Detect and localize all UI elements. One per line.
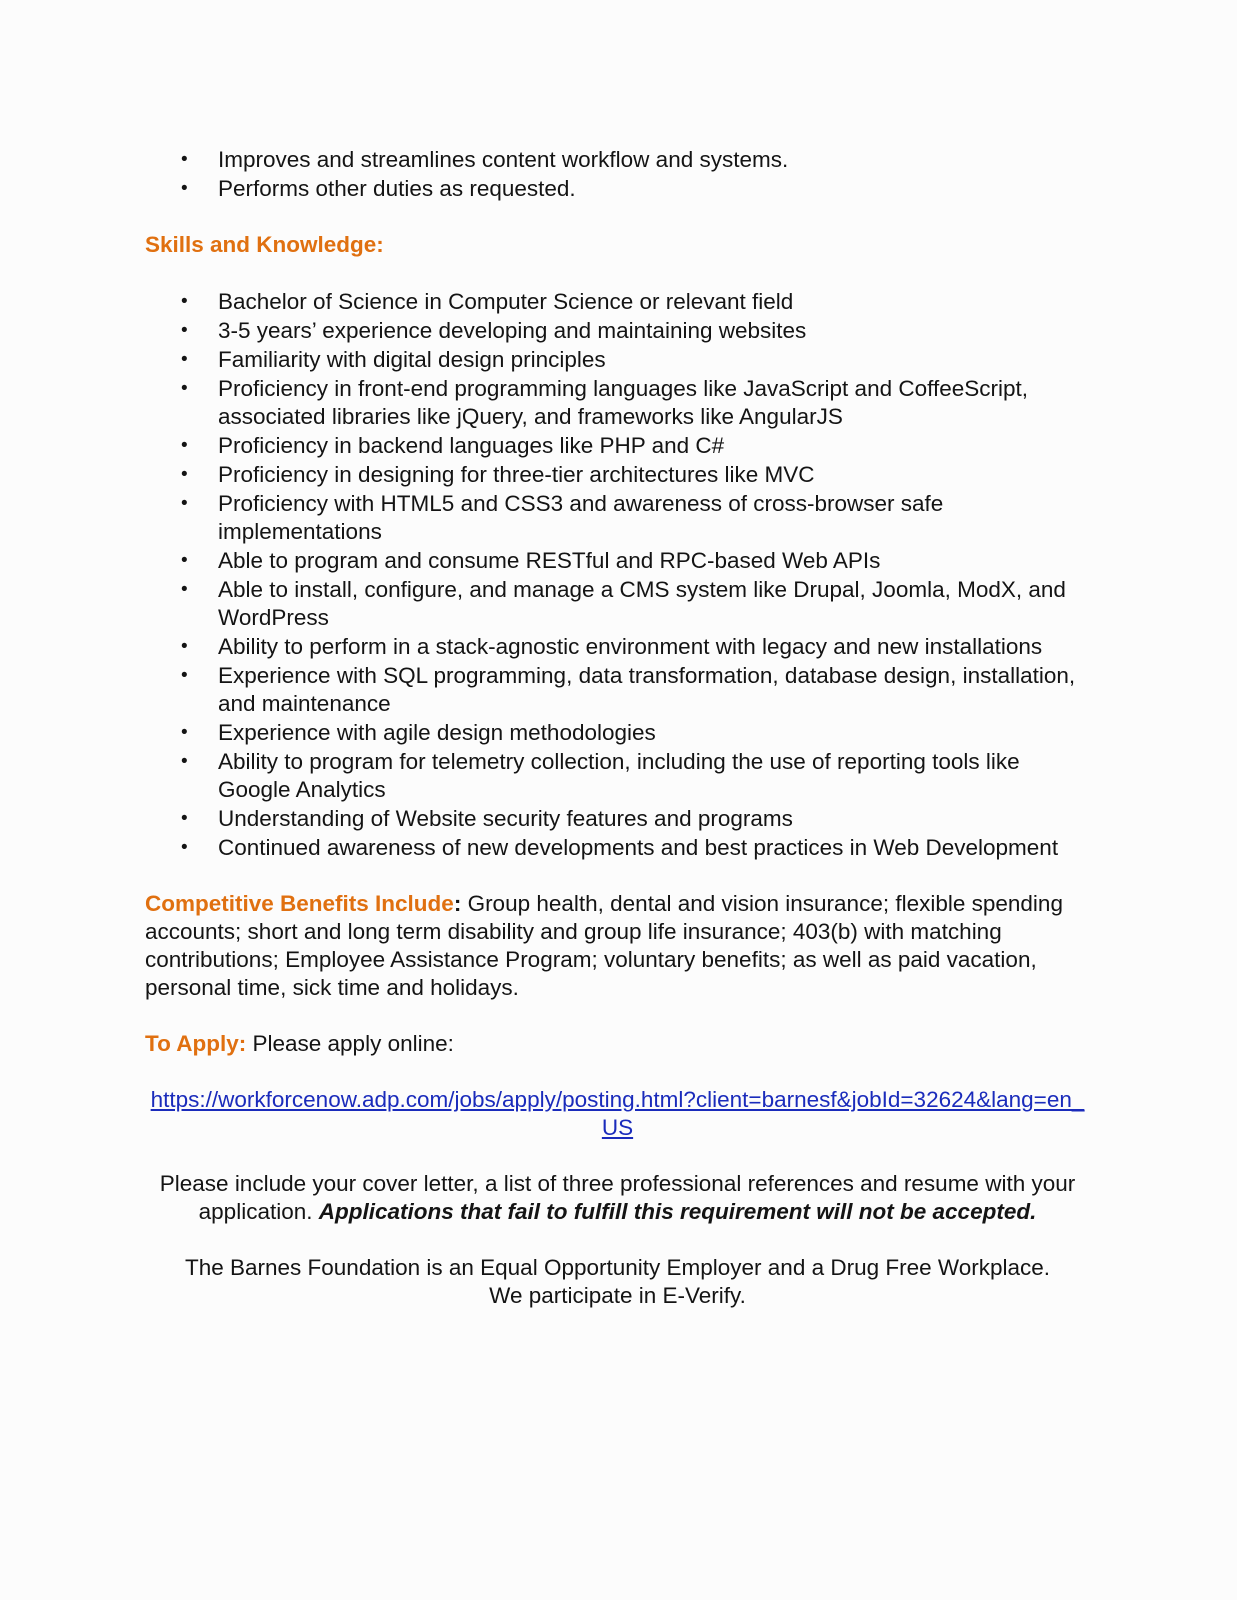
- list-item: • Experience with agile design methodologies: [145, 719, 1090, 747]
- list-item: • Able to install, configure, and manage a CMS system like Drupal, Joomla, ModX, and WordPress: [145, 576, 1090, 632]
- instructions-paragraph: [145, 1170, 1090, 1226]
- apply-text: Please apply online:: [246, 1031, 454, 1056]
- list-item: • Proficiency with HTML5 and CSS3 and awareness of cross-browser safe implementations: [145, 490, 1090, 546]
- document-content: [145, 146, 1090, 1310]
- list-item: • Experience with SQL programming, data transformation, database design, installation, and maintenance: [145, 662, 1090, 718]
- apply-link[interactable]: https://workforcenow.adp.com/jobs/apply/posting.html?client=barnesf&jobId=32624&lang=en_US: [150, 1087, 1085, 1140]
- list-item: • Improves and streamlines content workflow and systems.: [145, 146, 1090, 174]
- benefits-heading: Competitive Benefits Include: [145, 891, 454, 916]
- apply-paragraph: [145, 1030, 1090, 1058]
- eoe-line: The Barnes Foundation is an Equal Opportunity Employer and a Drug Free Workplace.: [184, 1255, 1051, 1280]
- list-item: • 3-5 years’ experience developing and maintaining websites: [145, 317, 1090, 345]
- list-item: • Proficiency in backend languages like PHP and C#: [145, 432, 1090, 460]
- list-item: • Performs other duties as requested.: [145, 175, 1090, 203]
- apply-link-block: [145, 1086, 1090, 1142]
- instructions-text: Please include your cover letter, a list of three professional references and resume with your application.: [159, 1171, 1076, 1224]
- skills-heading: Skills and Knowledge:: [145, 232, 384, 257]
- list-item: • Familiarity with digital design principles: [145, 346, 1090, 374]
- skills-list: [145, 288, 1090, 862]
- benefits-paragraph: [145, 890, 1090, 1002]
- list-item: • Able to program and consume RESTful and RPC-based Web APIs: [145, 547, 1090, 575]
- instructions-emphasis: Applications that fail to fulfill this requirement will not be accepted.: [318, 1199, 1037, 1224]
- everify-line: We participate in E-Verify.: [489, 1283, 746, 1308]
- duties-list: [145, 146, 1090, 203]
- list-item: • Continued awareness of new developments and best practices in Web Development: [145, 834, 1090, 862]
- list-item: • Ability to program for telemetry collection, including the use of reporting tools like Google Analytics: [145, 748, 1090, 804]
- list-item: • Proficiency in designing for three-tier architectures like MVC: [145, 461, 1090, 489]
- list-item: • Understanding of Website security features and programs: [145, 805, 1090, 833]
- benefits-text: Group health, dental and vision insurance; flexible spending accounts; short and long term disability and group life insurance; 403(b) with matching contributions; Employee Assistance Program; voluntary benefits; as well as paid vacation, personal time, sick time and holidays.: [145, 891, 1063, 1000]
- list-item: • Bachelor of Science in Computer Science or relevant field: [145, 288, 1090, 316]
- benefits-colon: :: [453, 891, 462, 916]
- list-item: • Proficiency in front-end programming languages like JavaScript and CoffeeScript, associated libraries like jQuery, and frameworks like AngularJS: [145, 375, 1090, 431]
- list-item: • Ability to perform in a stack-agnostic environment with legacy and new installations: [145, 633, 1090, 661]
- eoe-statement: [145, 1254, 1090, 1310]
- apply-heading: To Apply:: [145, 1031, 247, 1056]
